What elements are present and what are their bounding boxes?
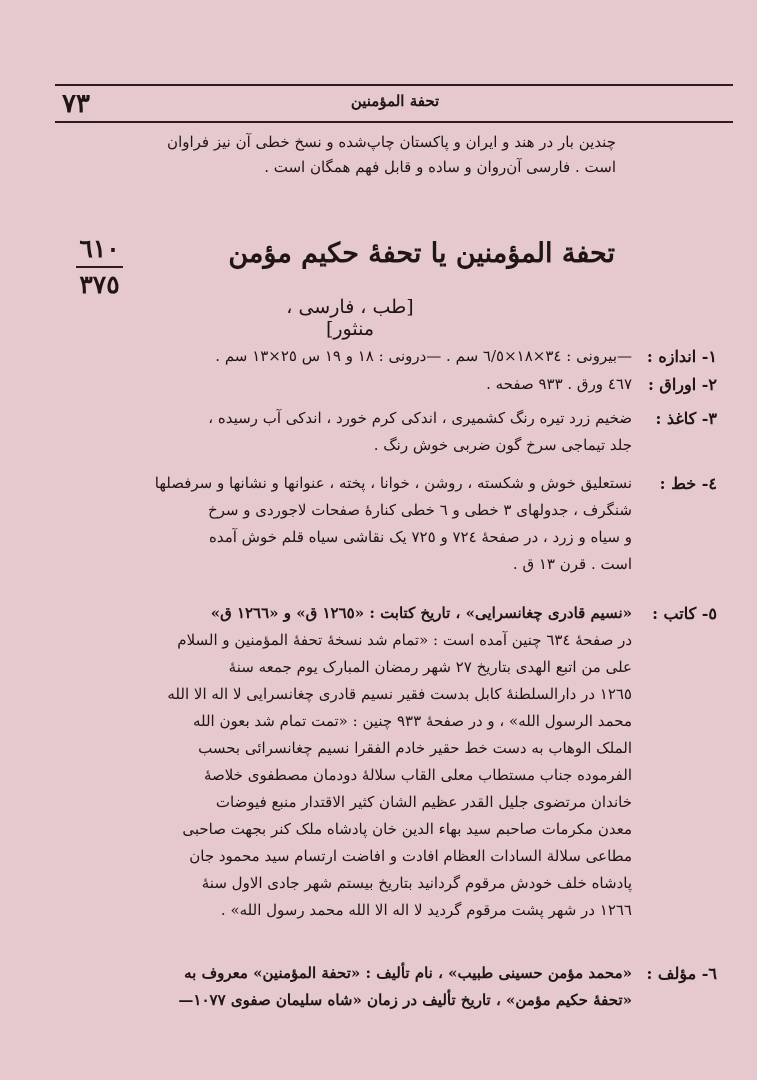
field-label: ٣- كاغذ :	[655, 409, 717, 428]
field-line: ٤٦٧ ورق . ٩٣٣ صفحه .	[486, 375, 632, 393]
header-top-rule	[55, 84, 733, 86]
field-content	[40, 405, 632, 459]
field-content	[40, 343, 632, 370]
field-line: الملک الوهاب به دست خط حقیر خادم الفقرا نسیم چغانسرائی بحسب	[198, 739, 632, 757]
running-title: تحفة المؤمنين	[350, 92, 440, 110]
field-label: ٢- اوراق :	[647, 375, 717, 394]
field-line: ضخیم زرد تیره رنگ کشمیری ، اندکی کرم خورد ، اندکی آب رسیده ،	[208, 409, 632, 427]
code-bottom: ٣٧٥	[79, 270, 120, 299]
field-author	[40, 960, 717, 1014]
field-paper	[40, 405, 717, 459]
field-line: در صفحهٔ ٦٣٤ چنین آمده است : «تمام شد نسخهٔ تحفهٔ المؤمنین و السلام	[177, 631, 632, 649]
field-line: محمد الرسول الله» ، و در صفحهٔ ٩٣٣ چنین : «تمت تمام شد بعون الله	[192, 712, 632, 730]
field-label: ١- اندازه :	[646, 347, 717, 366]
entry-subtitle: [طب ، فارسی ، منثور]	[286, 296, 414, 340]
field-line: «نسیم قادری چغانسرایی» ، تاریخ کتابت : «١٢٦٥ ق» و «١٢٦٦ ق»	[210, 604, 632, 622]
field-line: مطاعی سلالة السادات العظام افادت و افاضت ارتسام سید محمود جان	[189, 847, 632, 865]
field-line: علی من اتبع الهدی بتاریخ ٢٧ شهر رمضان المبارک یوم جمعه سنهٔ	[228, 658, 632, 676]
field-line: و سیاه و زرد ، در صفحهٔ ٧٢٤ و ٧٢٥ یک نقاشی سیاه قلم خوش آمده	[208, 528, 632, 546]
field-line: «محمد مؤمن حسینی طبیب» ، نام تألیف : «تحفة المؤمنین» معروف به	[184, 964, 632, 982]
entry-title: تحفة المؤمنين يا تحفهٔ حكيم مؤمن	[228, 238, 615, 269]
field-size	[40, 343, 717, 370]
field-line: ١٢٦٦ در شهر پشت مرقوم گردید لا اله الا الله محمد رسول الله» .	[220, 901, 632, 919]
page-number: ٧٣	[62, 89, 90, 119]
header-bottom-rule	[55, 121, 733, 123]
catalog-codes	[72, 232, 127, 302]
intro-paragraph	[60, 130, 616, 180]
field-line: است . قرن ١٣ ق .	[512, 555, 632, 573]
field-content	[40, 470, 632, 578]
field-line: ١٢٦٥ در دارالسلطنهٔ کابل بدست فقیر نسیم قادری چغانسرایی لا اله الا الله	[167, 685, 632, 703]
field-content	[40, 600, 632, 924]
field-content	[40, 371, 632, 398]
field-line: «تحفهٔ حکیم مؤمن» ، تاریخ تألیف در زمان «شاه سلیمان صفوی ١٠٧٧—	[178, 991, 632, 1009]
field-script	[40, 470, 717, 578]
field-label: ٥- كاتب :	[652, 604, 717, 623]
field-line: معدن مکرمات صاحبم سید بهاء الدین خان پادشاه ملک کنر بجهت صاحبی	[182, 820, 632, 838]
field-line: نستعلیق خوش و شکسته ، روشن ، خوانا ، پخته ، عنوانها و نشانها و سرفصلها	[154, 474, 632, 492]
field-leaves	[40, 371, 717, 398]
field-line: —بیرونی : ٣٤×١٨×٦/٥ سم . —درونی : ١٨ و ١٩ س ٢٥×١٣ سم .	[215, 347, 632, 365]
field-line: خاندان مرتضوی جلیل القدر عظیم الشان کثیر الاقتدار منبع فیوضات	[215, 793, 632, 811]
field-scribe	[40, 600, 717, 924]
field-label: ٦- مؤلف :	[646, 964, 717, 983]
intro-line: چندین بار در هند و ایران و پاکستان چاپ‌شده و نسخ خطی آن نیز فراوان	[167, 133, 616, 151]
intro-line: است . فارسی آن‌روان و ساده و قابل فهم همگان است .	[264, 158, 616, 176]
field-content	[40, 960, 632, 1014]
code-top: ٦١٠	[79, 234, 120, 263]
field-line: شنگرف ، جدولهای ٣ خطی و ٦ خطی کنارهٔ صفحات لاجوردی و سرخ	[207, 501, 632, 519]
field-line: جلد تیماجی سرخ گون ضربی خوش رنگ .	[373, 436, 632, 454]
field-line: الفرموده جناب مستطاب معلی القاب سلالهٔ دودمان مصطفوی خلاصهٔ	[203, 766, 632, 784]
field-label: ٤- خط :	[659, 474, 717, 493]
field-line: پادشاه خلف خودش مرقوم گردانید بتاریخ بیستم شهر جادی الاول سنهٔ	[201, 874, 632, 892]
